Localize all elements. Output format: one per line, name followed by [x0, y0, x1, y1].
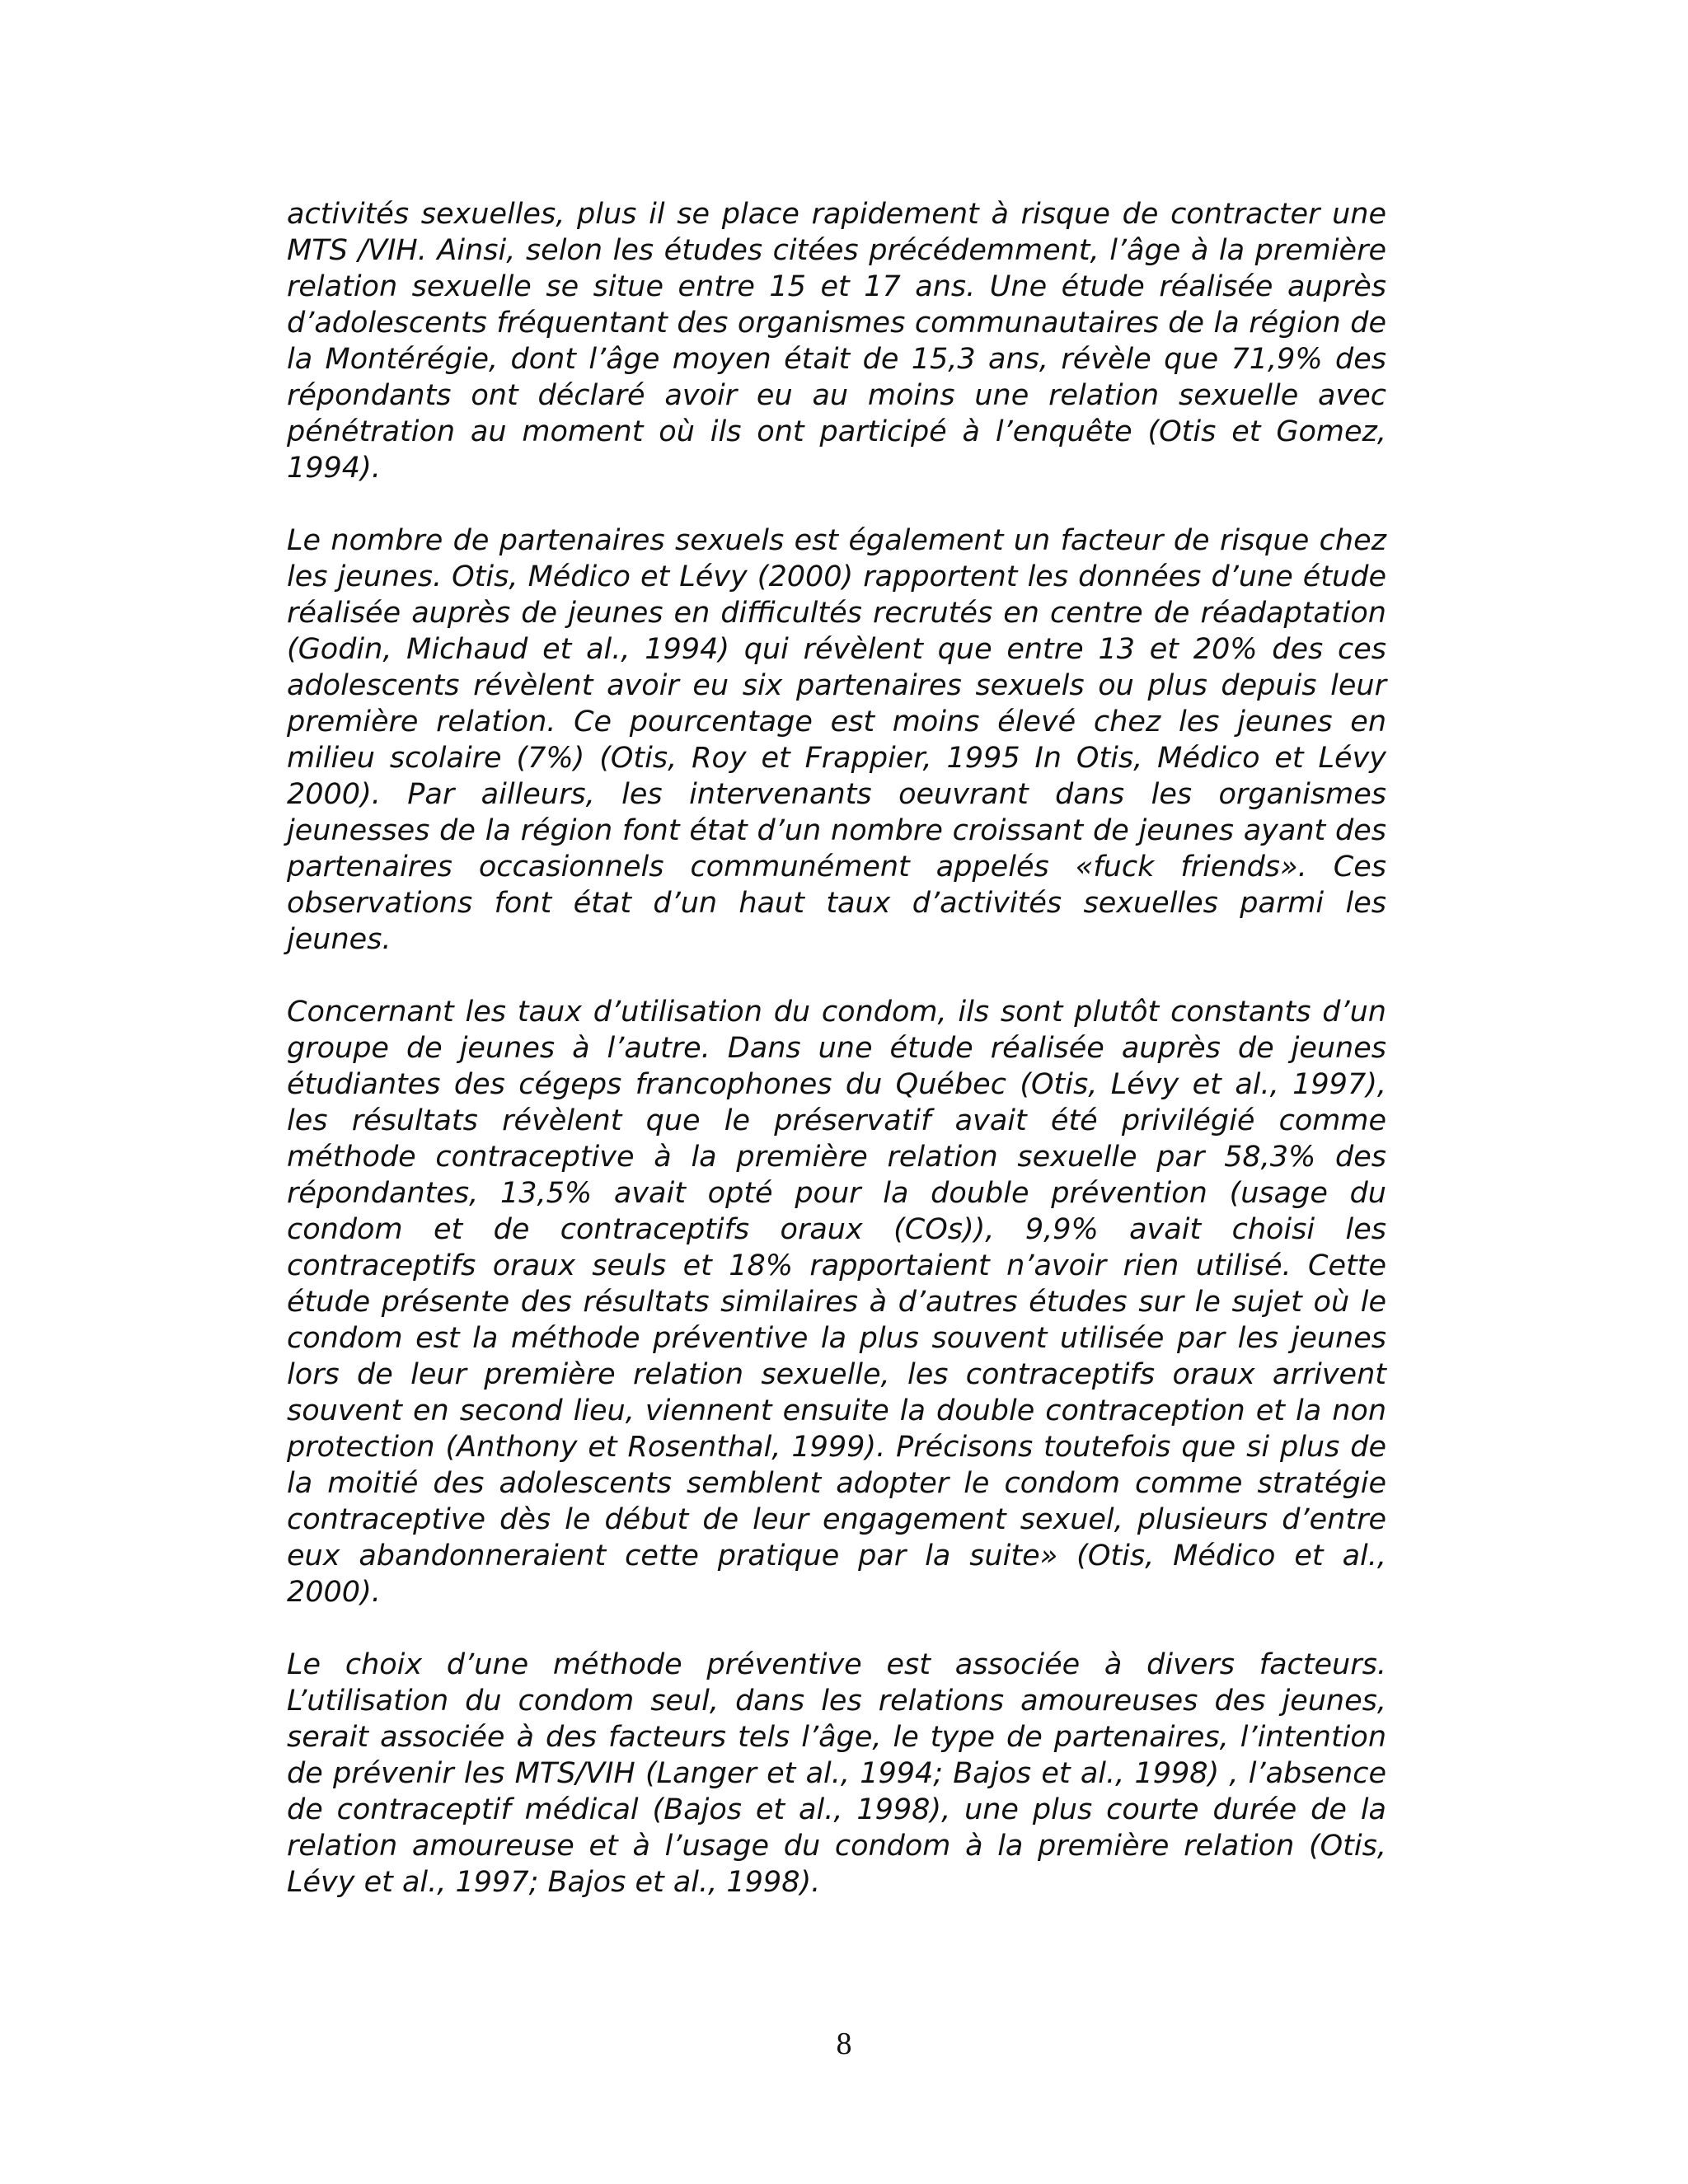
paragraph-preventive-method-factors: Le choix d’une méthode préventive est associée à divers facteurs. L’utilisation du condom seul, dans les relations amoureuses des jeunes, serait associée à des facteurs tels l’âge, le type de partenaires, l’intention de prévenir les MTS/VIH (Langer et al., 1994; Bajos et al., 1998) , l’absence de contraceptif médical (Bajos et al., 1998), une plus courte durée de la relation amoureuse et à l’usage du condom à la première relation (Otis, Lévy et al., 1997; Bajos et al., 1998). [287, 1648, 1386, 1899]
paragraph-first-sexual-relation: activités sexuelles, plus il se place rapidement à risque de contracter une MTS /VIH. Ainsi, selon les études citées précédemment, l’âge à la première relation sexuelle se situe entre 15 et 17 ans. Une étude réalisée auprès d’adolescents fréquentant des organismes communautaires de la région de la Montérégie, dont l’âge moyen était de 15,3 ans, révèle que 71,9% des répondants ont déclaré avoir eu au moins une relation sexuelle avec pénétration au moment où ils ont participé à l’enquête (Otis et Gomez, 1994). [287, 198, 1386, 485]
paragraph-number-of-partners: Le nombre de partenaires sexuels est également un facteur de risque chez les jeunes. Otis, Médico et Lévy (2000) rapportent les données d’une étude réalisée auprès de jeunes en difficultés recrutés en centre de réadaptation (Godin, Michaud et al., 1994) qui révèlent que entre 13 et 20% des ces adolescents révèlent avoir eu six partenaires sexuels ou plus depuis leur première relation. Ce pourcentage est moins élevé chez les jeunes en milieu scolaire (7%) (Otis, Roy et Frappier, 1995 In Otis, Médico et Lévy 2000). Par ailleurs, les intervenants oeuvrant dans les organismes jeunesses de la région font état d’un nombre croissant de jeunes ayant des partenaires occasionnels communément appelés «fuck friends». Ces observations font état d’un haut taux d’activités sexuelles parmi les jeunes. [287, 524, 1386, 956]
page-number: 8 [836, 2027, 852, 2061]
paragraph-condom-use-rates: Concernant les taux d’utilisation du condom, ils sont plutôt constants d’un groupe de jeunes à l’autre. Dans une étude réalisée auprès de jeunes étudiantes des cégeps francophones du Québec (Otis, Lévy et al., 1997), les résultats révèlent que le préservatif avait été privilégié comme méthode contraceptive à la première relation sexuelle par 58,3% des répondantes, 13,5% avait opté pour la double prévention (usage du condom et de contraceptifs oraux (COs)), 9,9% avait choisi les contraceptifs oraux seuls et 18% rapportaient n’avoir rien utilisé. Cette étude présente des résultats similaires à d’autres études sur le sujet où le condom est la méthode préventive la plus souvent utilisée par les jeunes lors de leur première relation sexuelle, les contraceptifs oraux arrivent souvent en second lieu, viennent ensuite la double contraception et la non protection (Anthony et Rosenthal, 1999). Précisons toutefois que si plus de la moitié des adolescents semblent adopter le condom comme stratégie contraceptive dès le début de leur engagement sexuel, plusieurs d’entre eux abandonneraient cette pratique par la suite» (Otis, Médico et al., 2000). [287, 996, 1386, 1609]
body-text [287, 196, 1386, 1937]
